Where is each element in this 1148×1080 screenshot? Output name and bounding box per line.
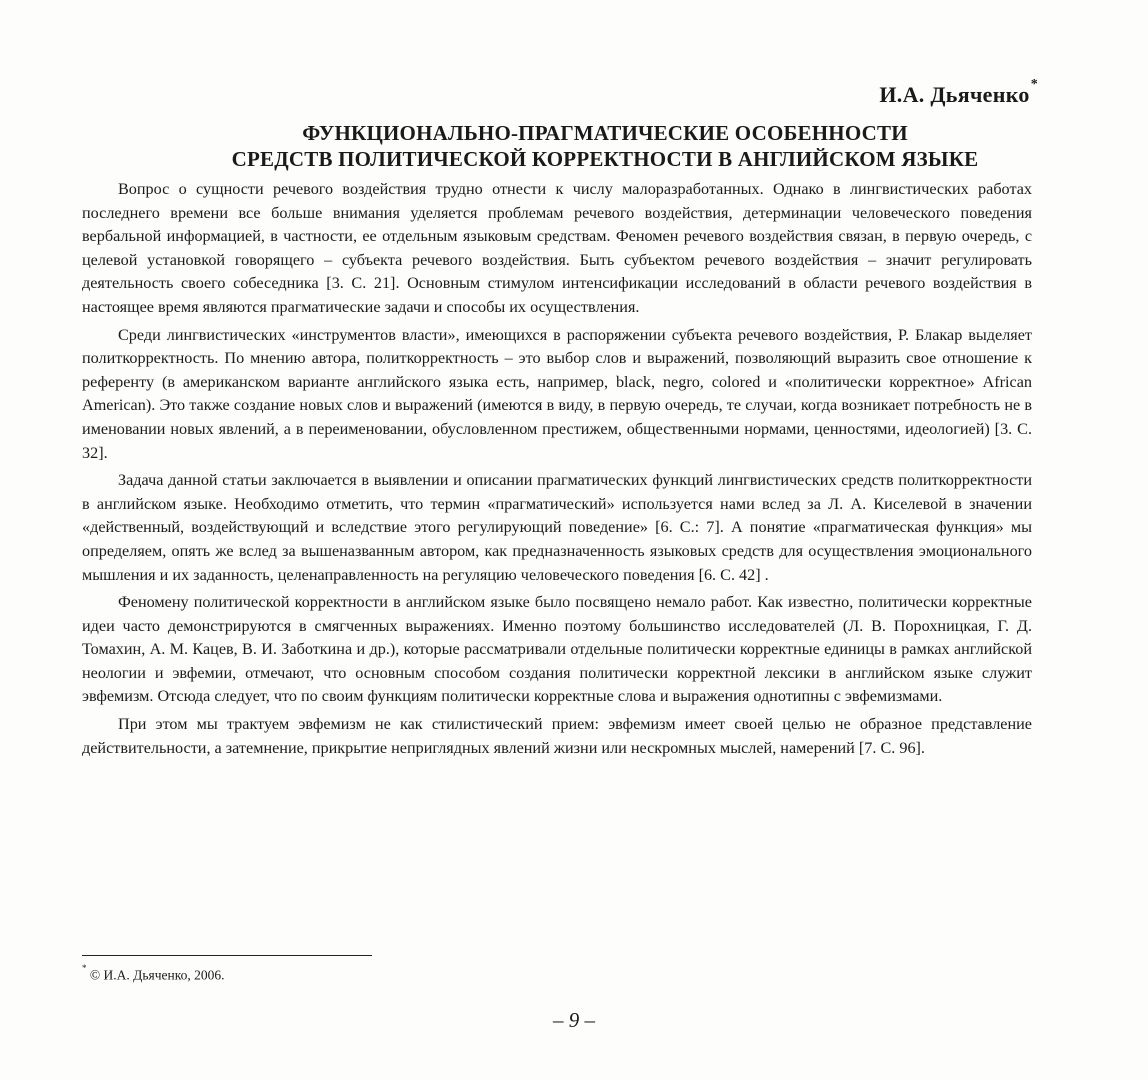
author-footnote-mark: * (1030, 76, 1038, 92)
author-name (879, 76, 1038, 108)
article-title (60, 120, 1148, 172)
paragraph-4: Феномену политической корректности в английском языке было посвящено немало работ. Как известно, политически корректные идеи часто демонстрируются в смягченных выражениях. Именно поэтому большинство исследователей (Л. В. Порохницкая, Г. Д. Томахин, А. М. Кацев, В. И. Заботкина и др.), которые рассматривали отдельные политически корректные единицы в рамках английской неологии и эвфемии, отмечают, что основным способом создания политически корректной лексики в английском языке служит эвфемизм. Отсюда следует, что по своим функциям политически корректные слова и выражения однотипны с эвфемизмами. (82, 593, 1032, 706)
paragraph-3: Задача данной статьи заключается в выявлении и описании прагматических функций лингвистических средств политкорректности в английском языке. Необходимо отметить, что термин «прагматический» используется нами вслед за Л. А. Киселевой в значении «действенный, воздействующий и вследствие этого регулирующий поведение» [6. С.: 7]. А понятие «прагматическая функция» мы определяем, опять же вслед за вышеназванным автором, как предназначенность языковых средств для осуществления эмоционального мышления и их заданность, целенаправленность на регуляцию человеческого поведения [6. С. 42] . (82, 471, 1032, 584)
article-body (82, 178, 1032, 764)
footnote (82, 963, 225, 984)
title-line-2: СРЕДСТВ ПОЛИТИЧЕСКОЙ КОРРЕКТНОСТИ В АНГЛИЙСКОМ ЯЗЫКЕ (231, 147, 979, 171)
paragraph-5: При этом мы трактуем эвфемизм не как стилистический прием: эвфемизм имеет своей целью не образное представление действительности, а затемнение, прикрытие неприглядных явлений жизни или нескромных мыслей, намерений [7. С. 96]. (82, 715, 1032, 757)
footnote-divider (82, 955, 372, 956)
page-number: – 9 – (553, 1008, 595, 1032)
footnote-mark: * (82, 963, 87, 973)
paragraph-2: Среди лингвистических «инструментов власти», имеющихся в распоряжении субъекта речевого воздействия, Р. Блакар выделяет политкорректность. По мнению автора, политкорректность – это выбор слов и выражений, позволяющий выразить свое отношение к референту (в американском варианте английского языка есть, например, black, negro, colored и «политически корректное» African American). Это также создание новых слов и выражений (имеются в виду, в первую очередь, те случаи, когда возникает потребность не в именовании новых явлений, а в переименовании, обусловленном престижем, общественными нормами, ценностями, идеологией) [3. С. 32]. (82, 325, 1032, 462)
paragraph-1: Вопрос о сущности речевого воздействия трудно отнести к числу малоразработанных. Однако в лингвистических работах последнего времени все больше внимания уделяется проблемам речевого воздействия, детерминации человеческого поведения вербальной информацией, в частности, ее отдельным языковым средствам. Феномен речевого воздействия связан, в первую очередь, с целевой установкой говорящего – субъекта речевого воздействия. Быть субъектом речевого воздействия – значит регулировать деятельность своего собеседника [3. С. 21]. Основным стимулом интенсификации исследований в области речевого воздействия в настоящее время являются прагматические задачи и способы их осуществления. (82, 180, 1032, 316)
title-line-1: ФУНКЦИОНАЛЬНО-ПРАГМАТИЧЕСКИЕ ОСОБЕННОСТИ (302, 121, 908, 145)
footnote-text: © И.А. Дьяченко, 2006. (89, 967, 225, 983)
author-text: И.А. Дьяченко (879, 82, 1030, 107)
